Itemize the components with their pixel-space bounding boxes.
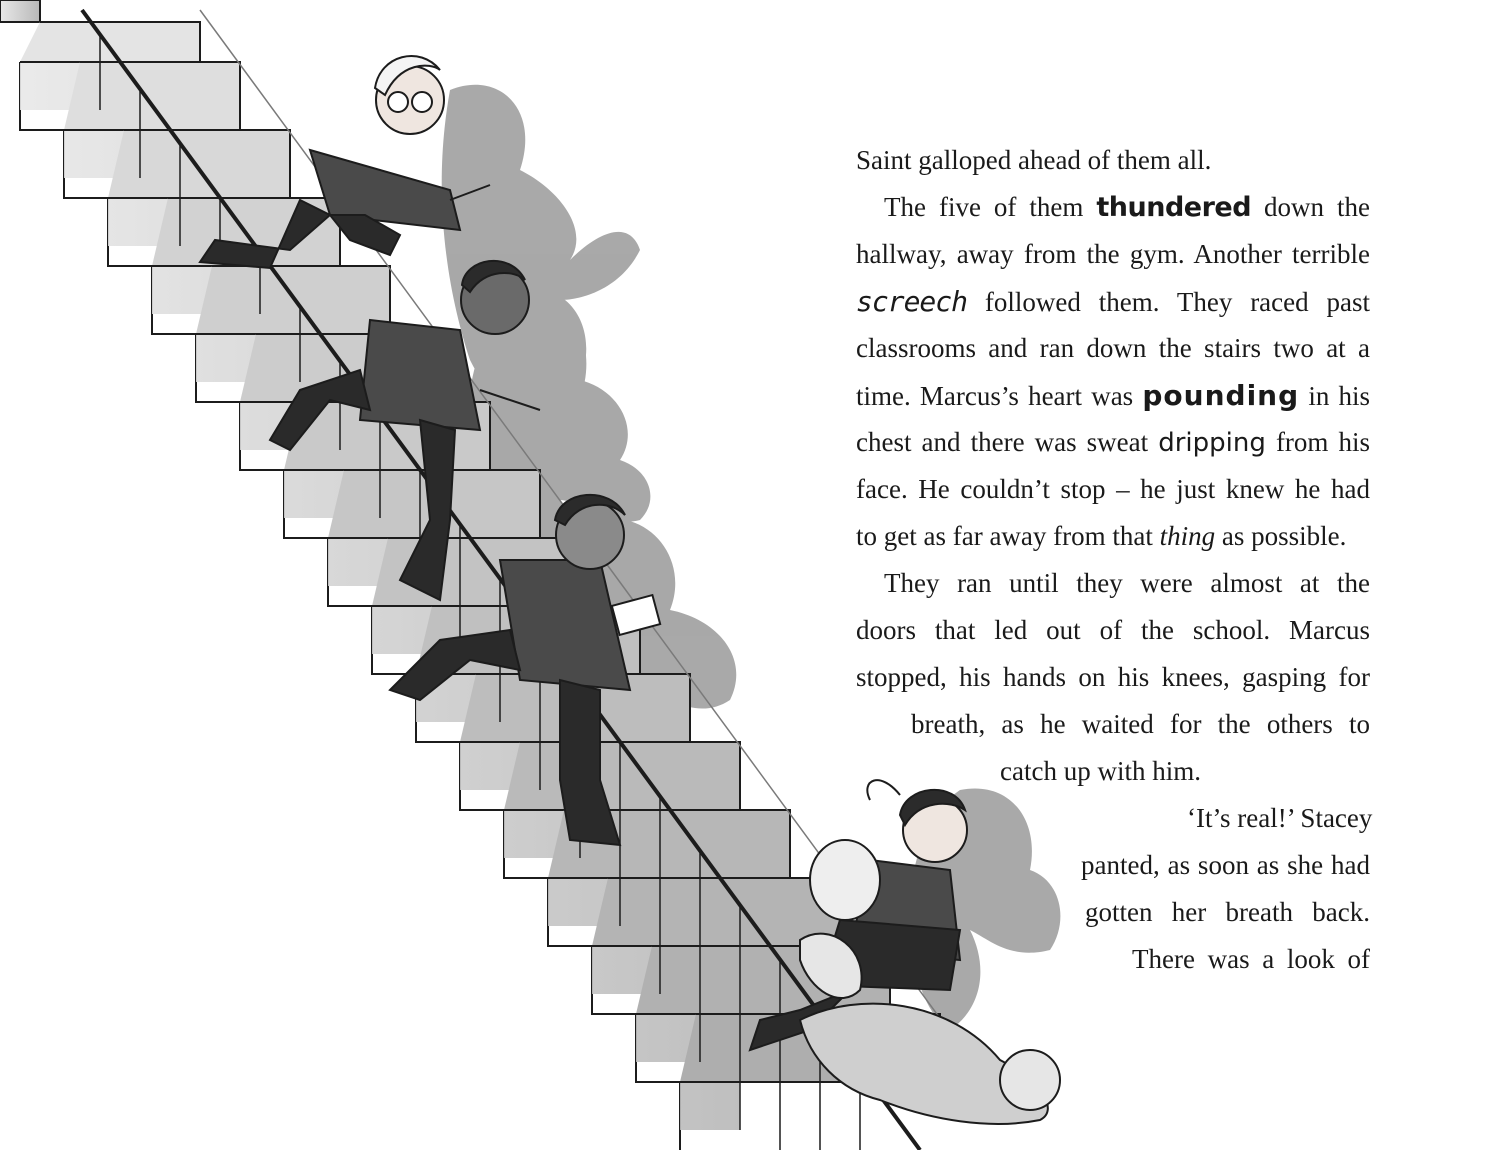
line-16-text: panted, as soon as she had: [1081, 850, 1370, 880]
text-line-10: [884, 560, 1370, 607]
line-2-text-b: down the: [1251, 192, 1370, 222]
line-7-text-b: from his: [1265, 427, 1371, 457]
line-6-text-a: time. Marcus’s heart was: [856, 381, 1143, 411]
line-4-text: followed them. They raced past: [967, 287, 1370, 317]
line-8-text: face. He couldn’t stop – he just knew he had: [856, 474, 1370, 504]
text-line-8: [856, 466, 1370, 513]
line-5-text: classrooms and ran down the stairs two at a: [856, 333, 1370, 363]
text-line-17: [1085, 889, 1370, 936]
line-12-text: stopped, his hands on his knees, gasping for: [856, 662, 1370, 692]
text-line-12: [856, 654, 1370, 701]
text-line-1: [856, 137, 1370, 184]
line-7-text-a: chest and there was sweat: [856, 427, 1159, 457]
line-17-text: gotten her breath back.: [1085, 897, 1370, 927]
text-line-11: [856, 607, 1370, 654]
text-line-6: [856, 372, 1370, 419]
line-11-text: doors that led out of the school. Marcus: [856, 615, 1370, 645]
line-1-text: Saint galloped ahead of them all.: [856, 145, 1212, 175]
line-9-text-a: to get as far away from that: [856, 521, 1160, 551]
text-line-9: [856, 513, 1370, 560]
text-line-3: [856, 231, 1370, 278]
text-line-15: [1187, 795, 1373, 842]
line-2-text-a: The five of them: [884, 192, 1097, 222]
line-15-text: ‘It’s real!’ Stacey: [1187, 803, 1373, 833]
emphasis-pounding: pounding: [1142, 379, 1300, 412]
emphasis-screech: screech: [856, 285, 968, 318]
line-14-text: catch up with him.: [1000, 756, 1201, 786]
line-9-text-b: as possible.: [1215, 521, 1347, 551]
line-10-text: They ran until they were almost at the: [884, 568, 1370, 598]
line-3-text: hallway, away from the gym. Another terrible: [856, 239, 1370, 269]
text-line-4: [856, 278, 1370, 325]
emphasis-thing: thing: [1159, 521, 1216, 551]
text-line-14: [1000, 748, 1370, 795]
line-6-text-b: in his: [1299, 381, 1370, 411]
text-line-13: [911, 701, 1370, 748]
emphasis-dripping: dripping: [1158, 428, 1266, 458]
text-line-18: [1132, 936, 1370, 983]
line-13-text: breath, as he waited for the others to: [911, 709, 1370, 739]
emphasis-thundered: thundered: [1096, 192, 1252, 223]
text-line-2: [884, 184, 1370, 231]
text-line-5: [856, 325, 1370, 372]
text-line-16: [1081, 842, 1370, 889]
text-line-7: [856, 419, 1370, 466]
line-18-text: There was a look of: [1132, 944, 1370, 974]
